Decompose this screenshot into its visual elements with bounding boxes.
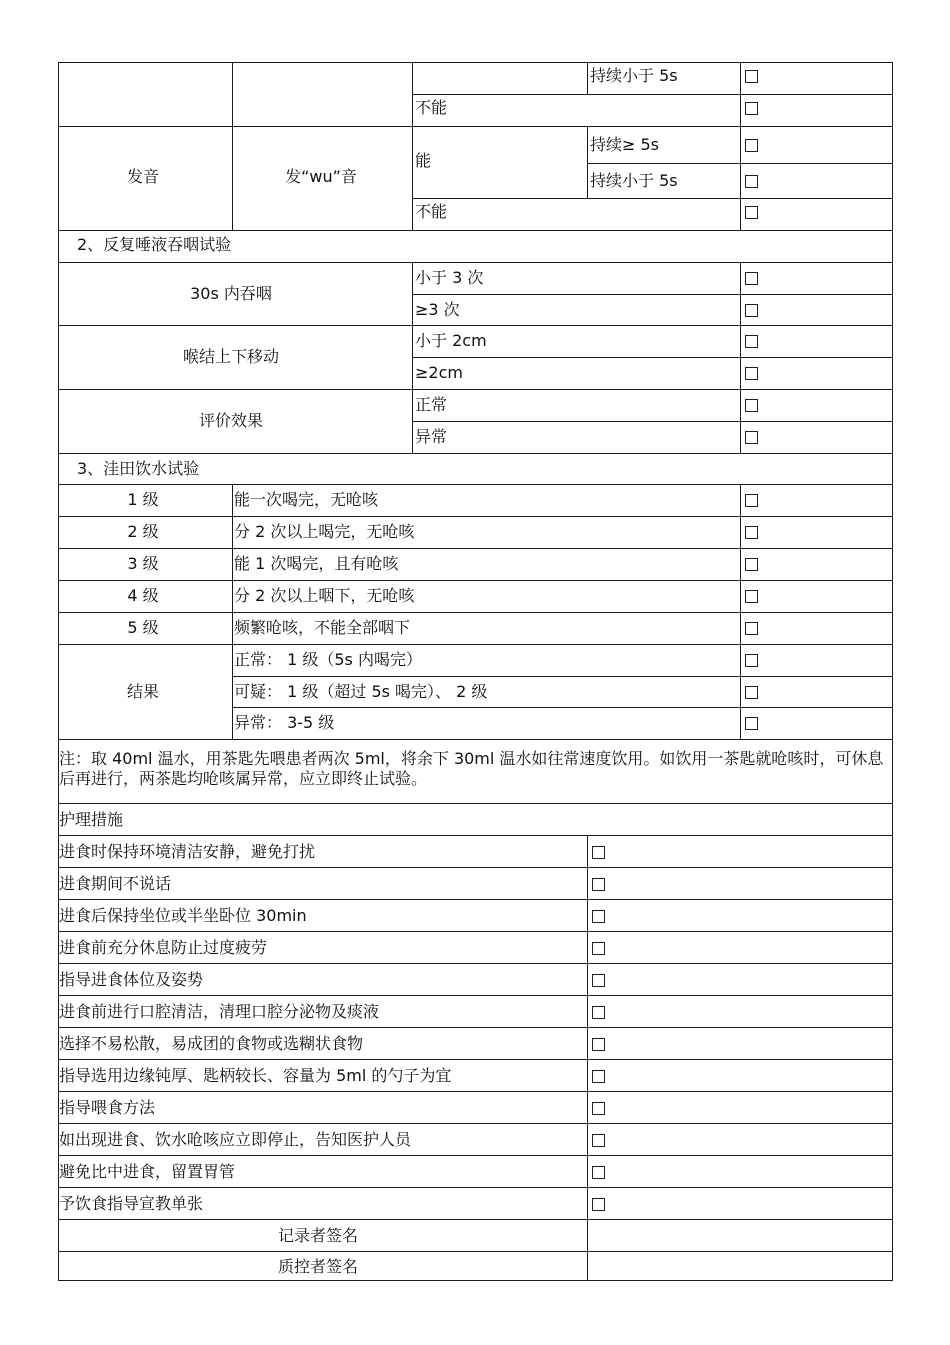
checkbox[interactable]	[592, 974, 605, 987]
checkbox[interactable]	[592, 1102, 605, 1115]
rule	[58, 325, 893, 326]
rule	[412, 198, 893, 199]
nursing-item: 进食前充分休息防止过度疲劳	[59, 938, 268, 957]
option-label: 小于 2cm	[415, 331, 487, 350]
option-label: 不能	[415, 98, 448, 117]
grade-level: 1 级	[127, 490, 159, 509]
rule	[58, 548, 893, 549]
checkbox[interactable]	[745, 654, 758, 667]
rule	[412, 94, 893, 95]
rule	[58, 1251, 893, 1252]
rule	[412, 262, 413, 453]
rule	[740, 484, 741, 739]
rule	[58, 453, 893, 454]
checkbox[interactable]	[592, 1166, 605, 1179]
result-option: 正常： 1 级（5s 内喝完）	[234, 650, 422, 669]
rule	[232, 707, 893, 708]
checkbox[interactable]	[745, 206, 758, 219]
option-label: 能	[415, 151, 432, 170]
rule	[740, 62, 741, 230]
item-label: 发音	[126, 167, 160, 186]
recorder-signature-label: 记录者签名	[277, 1226, 359, 1245]
rule	[58, 262, 893, 263]
checkbox[interactable]	[745, 335, 758, 348]
recorder-signature-field[interactable]	[589, 1221, 891, 1250]
checkbox[interactable]	[592, 1198, 605, 1211]
checkbox[interactable]	[592, 910, 605, 923]
checkbox[interactable]	[745, 139, 758, 152]
grade-desc: 分 2 次以上喝完，无呛咳	[234, 522, 415, 541]
checkbox[interactable]	[745, 717, 758, 730]
rule	[58, 867, 893, 868]
option-label: 正常	[415, 395, 448, 414]
rule	[58, 62, 893, 63]
checkbox[interactable]	[745, 175, 758, 188]
rule	[412, 294, 893, 295]
checkbox[interactable]	[745, 304, 758, 317]
checkbox[interactable]	[745, 558, 758, 571]
rule	[412, 62, 413, 230]
nursing-item: 进食后保持坐位或半坐卧位 30min	[59, 906, 307, 925]
option-detail: 持续小于 5s	[590, 66, 678, 85]
grade-level: 5 级	[127, 618, 159, 637]
section-title: 2、反复唾液吞咽试验	[77, 235, 232, 254]
nursing-item: 指导选用边缘钝厚、匙柄较长、容量为 5ml 的勺子为宜	[59, 1066, 452, 1085]
rule	[587, 835, 588, 1280]
rule	[58, 803, 893, 804]
nursing-item: 进食前进行口腔清洁，清理口腔分泌物及痰液	[59, 1002, 380, 1021]
rule	[587, 62, 588, 94]
rule	[58, 1027, 893, 1028]
grade-desc: 能 1 次喝完，且有呛咳	[234, 554, 399, 573]
rule	[740, 262, 741, 453]
nursing-item: 进食时保持环境清洁安静，避免打扰	[59, 842, 316, 861]
section-title: 护理措施	[59, 810, 124, 829]
option-detail: 持续小于 5s	[590, 171, 678, 190]
rule	[58, 1059, 893, 1060]
rule	[232, 62, 233, 230]
checkbox[interactable]	[592, 1070, 605, 1083]
grade-level: 2 级	[127, 522, 159, 541]
checkbox[interactable]	[592, 942, 605, 955]
rule	[58, 835, 893, 836]
qc-signature-label: 质控者签名	[277, 1257, 359, 1276]
option-label: ≥3 次	[415, 300, 460, 319]
rule	[58, 1219, 893, 1220]
nursing-item: 指导喂食方法	[59, 1098, 156, 1117]
rule	[58, 580, 893, 581]
nursing-item: 予饮食指导宣教单张	[59, 1194, 204, 1213]
rule	[58, 516, 893, 517]
checkbox[interactable]	[745, 494, 758, 507]
grade-level: 4 级	[127, 586, 159, 605]
nursing-item: 避免比中进食，留置胃管	[59, 1162, 236, 1181]
rule	[58, 1123, 893, 1124]
rule	[232, 484, 233, 739]
rule	[58, 931, 893, 932]
checkbox[interactable]	[745, 272, 758, 285]
checkbox[interactable]	[745, 686, 758, 699]
checkbox[interactable]	[745, 70, 758, 83]
option-detail: 持续≥ 5s	[590, 135, 660, 154]
checkbox[interactable]	[592, 1134, 605, 1147]
section-title: 3、洼田饮水试验	[77, 459, 200, 478]
grade-desc: 能一次喝完，无呛咳	[234, 490, 379, 509]
item-label: 喉结上下移动	[182, 347, 280, 366]
checkbox[interactable]	[592, 878, 605, 891]
item-label: 30s 内吞咽	[190, 284, 272, 303]
rule	[58, 899, 893, 900]
rule	[892, 62, 893, 1281]
rule	[58, 389, 893, 390]
rule	[58, 1155, 893, 1156]
result-label: 结果	[126, 682, 160, 701]
checkbox[interactable]	[745, 367, 758, 380]
nursing-item: 进食期间不说话	[59, 874, 172, 893]
result-option: 异常： 3-5 级	[234, 713, 335, 732]
checkbox[interactable]	[745, 622, 758, 635]
nursing-item: 指导进食体位及姿势	[59, 970, 204, 989]
grade-desc: 分 2 次以上咽下，无呛咳	[234, 586, 415, 605]
rule	[58, 963, 893, 964]
rule	[587, 126, 588, 198]
option-label: 不能	[415, 202, 448, 221]
rule	[58, 739, 893, 740]
checkbox[interactable]	[592, 1006, 605, 1019]
rule	[58, 230, 893, 231]
rule	[58, 484, 893, 485]
grade-level: 3 级	[127, 554, 159, 573]
rule	[412, 421, 893, 422]
rule	[58, 612, 893, 613]
checkbox[interactable]	[745, 431, 758, 444]
method-label: 发“wu”音	[285, 167, 357, 186]
rule	[58, 995, 893, 996]
rule	[412, 357, 893, 358]
item-label: 评价效果	[198, 411, 264, 430]
rule	[58, 644, 893, 645]
checkbox[interactable]	[592, 846, 605, 859]
option-label: 小于 3 次	[415, 268, 484, 287]
checkbox[interactable]	[745, 399, 758, 412]
nursing-item: 选择不易松散，易成团的食物或选糊状食物	[59, 1034, 364, 1053]
nursing-item: 如出现进食、饮水呛咳应立即停止，告知医护人员	[59, 1130, 412, 1149]
grade-desc: 频繁呛咳，不能全部咽下	[234, 618, 411, 637]
checkbox[interactable]	[745, 590, 758, 603]
qc-signature-field[interactable]	[589, 1253, 891, 1279]
rule	[232, 676, 893, 677]
option-label: 异常	[415, 427, 448, 446]
checkbox[interactable]	[745, 102, 758, 115]
rule	[58, 1280, 893, 1281]
checkbox[interactable]	[592, 1038, 605, 1051]
option-label: ≥2cm	[415, 363, 463, 382]
rule	[58, 126, 893, 127]
rule	[58, 1187, 893, 1188]
result-option: 可疑： 1 级（超过 5s 喝完）、 2 级	[234, 682, 488, 701]
checkbox[interactable]	[745, 526, 758, 539]
rule	[58, 1091, 893, 1092]
test-note: 注：取 40ml 温水，用茶匙先喂患者两次 5ml，将余下 30ml 温水如往常速度饮用。如饮用一茶匙就呛咳时，可休息后再进行，两茶匙均呛咳属异常，应立即终止试验。	[59, 749, 884, 788]
